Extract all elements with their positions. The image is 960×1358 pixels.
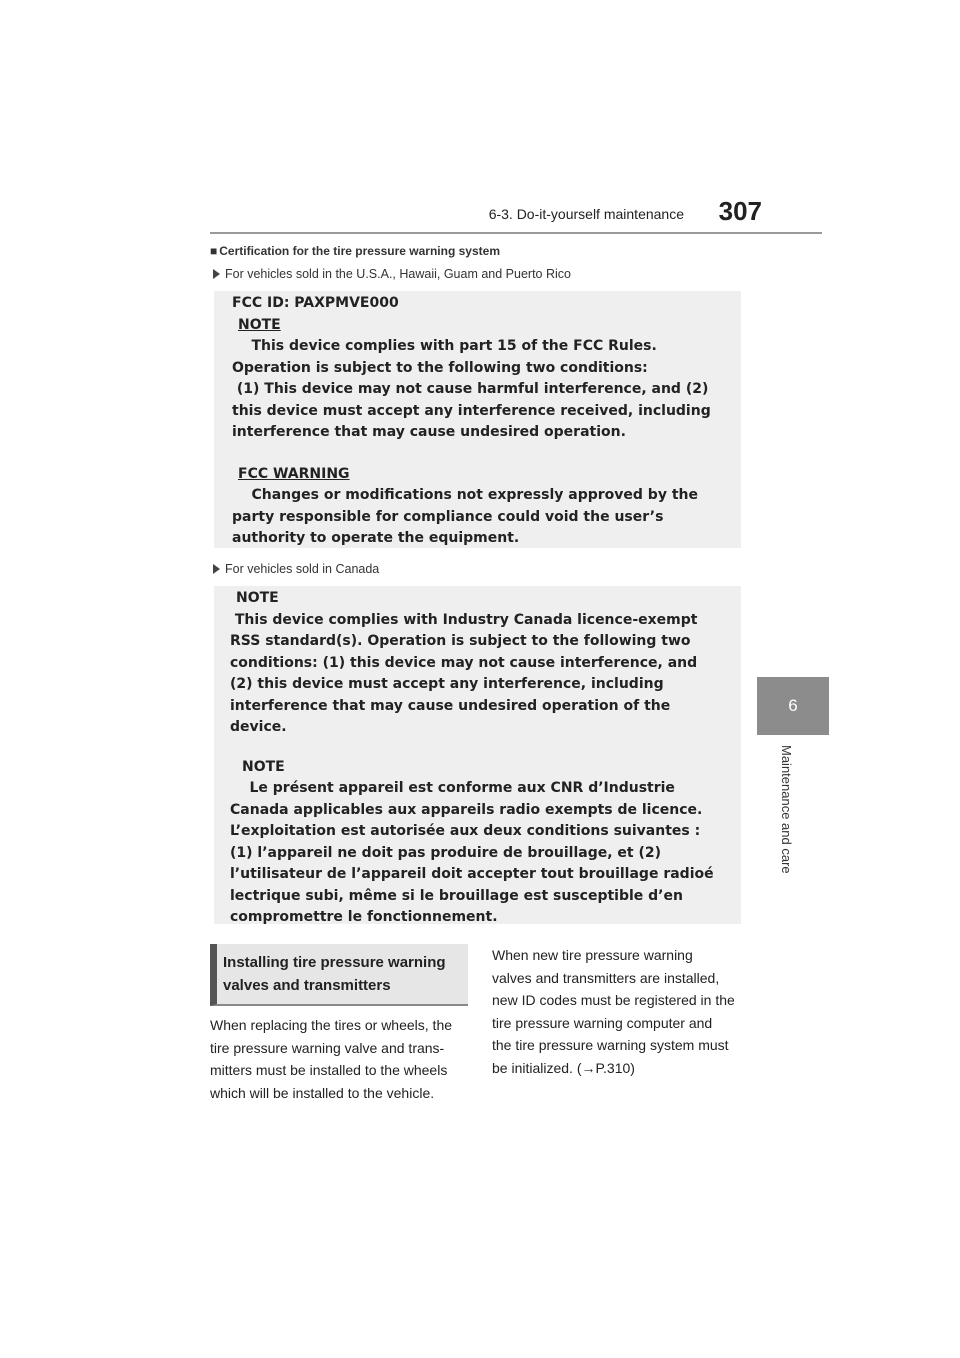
fcc-warning-line: Changes or modifications not expressly approved by the bbox=[232, 487, 698, 503]
paragraph-line: tire pressure warning valve and trans- bbox=[210, 1039, 445, 1056]
fcc-note-line: Operation is subject to the following two conditions: bbox=[232, 359, 648, 376]
page-number: 307 bbox=[718, 196, 762, 226]
fcc-note-line: interference that may cause undesired operation. bbox=[232, 424, 626, 440]
chapter-number: 6 bbox=[788, 696, 798, 715]
canada-vehicles-text: For vehicles sold in Canada bbox=[225, 562, 380, 576]
ic-note-fr-line: lectrique subi, même si le brouillage est susceptible d’en bbox=[230, 887, 683, 904]
paragraph-line: mitters must be installed to the wheels bbox=[210, 1062, 448, 1078]
fcc-note-line: (1) This device may not cause harmful interference, and (2) bbox=[232, 381, 709, 397]
paragraph-line: which will be installed to the vehicle. bbox=[210, 1084, 435, 1101]
certification-heading bbox=[210, 244, 500, 258]
ic-note-fr-line: compromettre le fonctionnement. bbox=[230, 909, 498, 925]
page-header bbox=[210, 196, 822, 234]
fcc-note-line: This device complies with part 15 of the FCC Rules. bbox=[232, 338, 657, 354]
ic-note-en-line: RSS standard(s). Operation is subject to the following two bbox=[230, 633, 691, 649]
fcc-note-line: this device must accept any interference received, including bbox=[232, 402, 711, 419]
ic-note-en-title: NOTE bbox=[236, 590, 279, 606]
install-heading-line: Installing tire pressure warning bbox=[223, 954, 446, 971]
chapter-title: Maintenance and care bbox=[779, 745, 794, 874]
paragraph-line: tire pressure warning computer and bbox=[492, 1014, 713, 1031]
paragraph-line: When new tire pressure warning bbox=[492, 947, 693, 963]
ic-note-fr-line: L’exploitation est autorisée aux deux conditions suivantes : bbox=[230, 823, 701, 839]
certification-heading-text: Certification for the tire pressure warning system bbox=[219, 244, 500, 258]
ic-note-en-line: This device complies with Industry Canada licence-exempt bbox=[230, 611, 698, 628]
ic-note-en-line: (2) this device must accept any interference, including bbox=[230, 676, 664, 692]
ic-note-fr-line: (1) l’appareil ne doit pas produire de brouillage, et (2) bbox=[230, 844, 662, 861]
page-reference-link[interactable]: be initialized. (→P.310) bbox=[492, 1059, 635, 1076]
paragraph-line: new ID codes must be registered in the bbox=[492, 992, 735, 1008]
fcc-note-title: NOTE bbox=[238, 316, 281, 333]
chapter-label bbox=[774, 745, 796, 890]
paragraph-line: the tire pressure warning system must bbox=[492, 1037, 729, 1053]
square-bullet-icon: ■ bbox=[210, 244, 218, 258]
ic-note-en-line: device. bbox=[230, 719, 287, 735]
chapter-tab bbox=[757, 677, 829, 735]
usa-vehicles-text: For vehicles sold in the U.S.A., Hawaii, Guam and Puerto Rico bbox=[225, 267, 571, 281]
paragraph-line: valves and transmitters are installed, bbox=[492, 969, 720, 986]
install-section-heading bbox=[210, 944, 468, 1006]
fcc-id-line: FCC ID: PAXPMVE000 bbox=[232, 295, 399, 311]
section-title: 6-3. Do-it-yourself maintenance bbox=[488, 206, 684, 222]
triangle-bullet-icon bbox=[213, 269, 220, 279]
usa-vehicles-label bbox=[213, 267, 571, 281]
ic-note-en-line: interference that may cause undesired operation of the bbox=[230, 697, 671, 714]
ic-note-fr-title: NOTE bbox=[242, 758, 285, 775]
triangle-bullet-icon bbox=[213, 564, 220, 574]
ic-note-en-line: conditions: (1) this device may not cause interference, and bbox=[230, 654, 698, 671]
fcc-warning-line: authority to operate the equipment. bbox=[232, 530, 520, 546]
install-heading-line: valves and transmitters bbox=[223, 977, 391, 994]
industry-canada-label-image bbox=[214, 586, 741, 924]
ic-note-fr-line: l’utilisateur de l’appareil doit accepter tout brouillage radioé bbox=[230, 866, 714, 882]
fcc-warning-title: FCC WARNING bbox=[238, 465, 350, 482]
fcc-warning-line: party responsible for compliance could void the user’s bbox=[232, 508, 664, 525]
canada-vehicles-label bbox=[213, 562, 379, 576]
ic-note-fr-line: Le présent appareil est conforme aux CNR d’Industrie bbox=[230, 780, 675, 796]
paragraph-line: When replacing the tires or wheels, the bbox=[210, 1017, 453, 1033]
ic-note-fr-line: Canada applicables aux appareils radio exempts de licence. bbox=[230, 801, 703, 818]
replacement-paragraph bbox=[210, 1014, 472, 1104]
registration-paragraph bbox=[492, 944, 750, 1079]
fcc-label-image bbox=[214, 291, 741, 548]
